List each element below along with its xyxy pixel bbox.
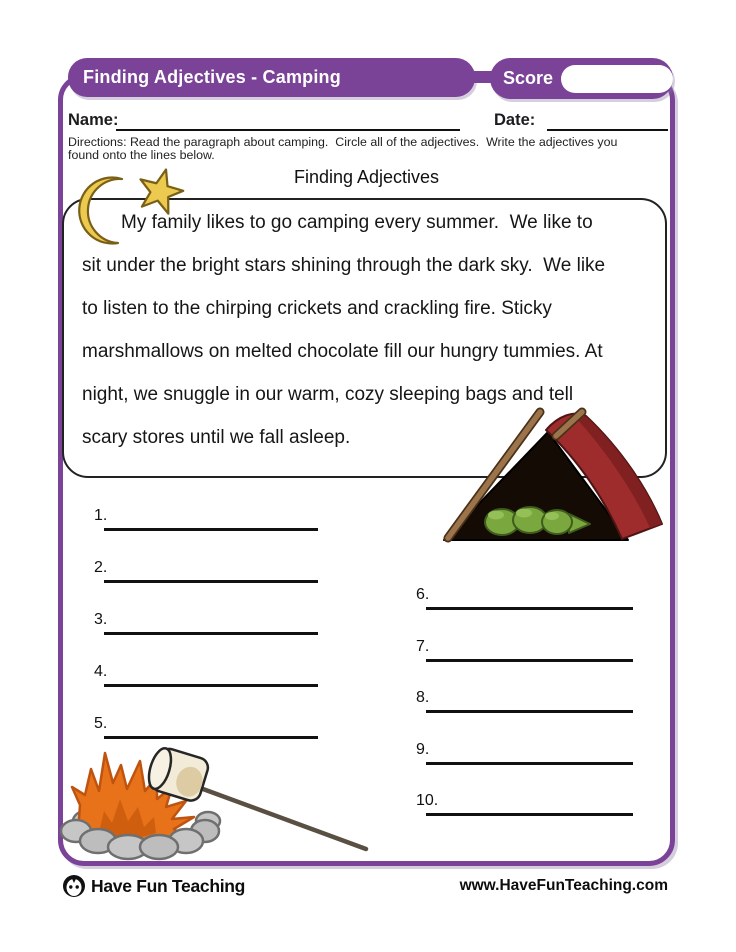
name-label: Name: (68, 111, 119, 129)
campfire-icon (58, 745, 378, 865)
answer-line-1[interactable] (104, 528, 318, 531)
answer-number: 7. (416, 638, 430, 655)
answer-line-10[interactable] (426, 813, 633, 816)
answer-line-8[interactable] (426, 710, 633, 713)
answer-number: 2. (94, 559, 108, 576)
moon-icon (79, 178, 122, 244)
answer-number: 3. (94, 611, 108, 628)
answer-blank-row (416, 634, 633, 662)
answer-line-9[interactable] (426, 762, 633, 765)
tent-icon (436, 406, 670, 546)
answer-blank-row (94, 711, 318, 739)
answer-number: 10. (416, 792, 439, 809)
worksheet-title: Finding Adjectives - Camping (83, 67, 341, 87)
score-input-area[interactable] (561, 65, 673, 93)
answer-number: 4. (94, 663, 108, 680)
star-icon (134, 164, 188, 216)
date-input-line[interactable] (547, 112, 668, 131)
answer-line-3[interactable] (104, 632, 318, 635)
answer-blank-row (416, 582, 633, 610)
paragraph-line: My family likes to go camping every summer. We like to (121, 212, 593, 233)
directions-line: Directions: Read the paragraph about camping. Circle all of the adjectives. Write the adjectives you (68, 135, 618, 149)
answer-number: 5. (94, 715, 108, 732)
brand-name: Have Fun Teaching (91, 876, 246, 896)
website-url: www.HaveFunTeaching.com (459, 877, 668, 894)
answer-blank-row (94, 503, 318, 531)
paragraph-line: scary stores until we fall asleep. (82, 427, 351, 448)
answer-blank-row (94, 659, 318, 687)
answer-blank-row (416, 788, 633, 816)
paragraph-line: marshmallows on melted chocolate fill our hungry tummies. At (82, 341, 603, 362)
answer-number: 9. (416, 741, 430, 758)
section-heading: Finding Adjectives (293, 167, 440, 187)
answer-blank-row (94, 607, 318, 635)
score-label: Score (503, 68, 554, 88)
moon-star-illustration (66, 157, 190, 251)
roasting-stick (203, 789, 366, 849)
answer-line-5[interactable] (104, 736, 318, 739)
answer-line-7[interactable] (426, 659, 633, 662)
answer-blank-row (416, 685, 633, 713)
answer-blank-row (416, 737, 633, 765)
have-fun-teaching-logo-icon (62, 874, 86, 898)
paragraph-line: sit under the bright stars shining through the dark sky. We like (82, 255, 606, 276)
answer-number: 1. (94, 507, 108, 524)
directions-line: found onto the lines below. (68, 147, 215, 162)
paragraph-line: to listen to the chirping crickets and crackling fire. Sticky (82, 298, 552, 319)
name-input-line[interactable] (116, 112, 460, 131)
score-panel (490, 58, 673, 99)
answer-line-4[interactable] (104, 684, 318, 687)
date-label: Date: (494, 111, 536, 129)
answer-blank-row (94, 555, 318, 583)
worksheet-title-bar (68, 58, 475, 97)
answer-number: 8. (416, 689, 430, 706)
paragraph-line: night, we snuggle in our warm, cozy sleeping bags and tell (82, 384, 574, 405)
answer-line-6[interactable] (426, 607, 633, 610)
answer-line-2[interactable] (104, 580, 318, 583)
answer-number: 6. (416, 586, 430, 603)
